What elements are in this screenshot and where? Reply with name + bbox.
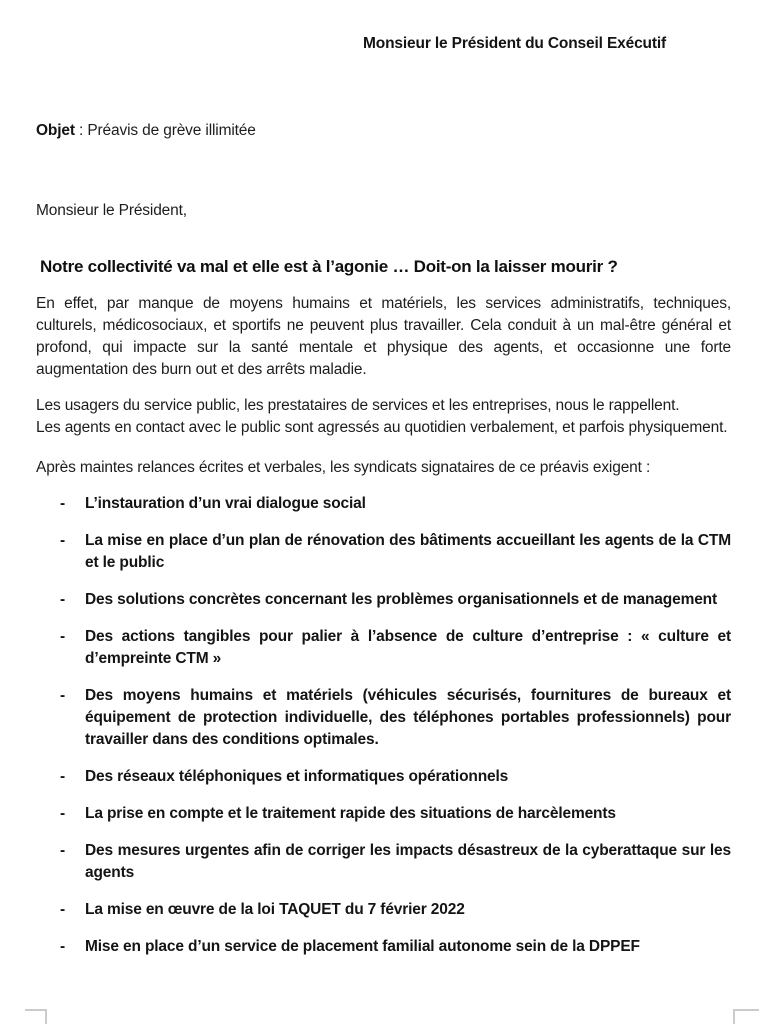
- demand-item-harcelements: [60, 803, 731, 825]
- demands-list: [36, 493, 731, 958]
- bullet-dash: -: [60, 591, 66, 608]
- demand-text: Des actions tangibles pour palier à l’absence de culture d’entreprise : « culture et d’empreinte CTM »: [85, 628, 731, 667]
- bullet-dash: -: [60, 901, 66, 918]
- demand-text: Des réseaux téléphoniques et informatiques opérationnels: [85, 768, 509, 785]
- demand-text: Des moyens humains et matériels (véhicules sécurisés, fournitures de bureaux et équipement de protection individuelle, des téléphones portables professionnels) pour travailler dans des conditions optimales.: [85, 687, 731, 748]
- demand-item-loi-taquet: [60, 899, 731, 921]
- demand-item-cyberattaque: [60, 840, 731, 884]
- recipient-line: Monsieur le Président du Conseil Exécutif: [363, 35, 667, 52]
- paragraph-usagers: Les usagers du service public, les prestataires de services et les entreprises, nous le rappellent.: [36, 397, 680, 414]
- bullet-dash: -: [60, 532, 66, 549]
- salutation: Monsieur le Président,: [36, 202, 187, 219]
- subject-label: Objet: [36, 122, 75, 139]
- subject-value: : Préavis de grève illimitée: [74, 122, 256, 139]
- demand-item-placement-familial: [60, 936, 731, 958]
- demand-item-reseaux-telephoniques: [60, 766, 731, 788]
- demand-text: L’instauration d’un vrai dialogue social: [85, 495, 366, 512]
- demand-item-dialogue-social: [60, 493, 731, 515]
- demand-item-culture-entreprise: [60, 626, 731, 670]
- demand-text: La mise en œuvre de la loi TAQUET du 7 février 2022: [85, 901, 465, 918]
- headline: Notre collectivité va mal et elle est à l’agonie … Doit-on la laisser mourir ?: [40, 257, 618, 276]
- bullet-dash: -: [60, 628, 66, 645]
- demand-text: Des mesures urgentes afin de corriger les impacts désastreux de la cyberattaque sur les agents: [85, 842, 731, 881]
- demand-item-solutions-concretes: [60, 589, 731, 611]
- paragraph-agents: Les agents en contact avec le public sont agressés au quotidien verbalement, et parfois physiquement.: [36, 419, 728, 436]
- demand-text: La mise en place d’un plan de rénovation des bâtiments accueillant les agents de la CTM et le public: [85, 532, 731, 571]
- text-boundary-mark-bottom-left: [25, 1009, 47, 1024]
- bullet-dash: -: [60, 495, 66, 512]
- paragraph-services: En effet, par manque de moyens humains et matériels, les services administratifs, techniques, culturels, médicosociaux, et sportifs ne peuvent plus travailler. Cela conduit à un mal-être général et profond, qui impacte sur la santé mentale et physique des agents, et occasionne une forte augmentation des burn out et des arrêts maladie.: [36, 295, 731, 378]
- bullet-dash: -: [60, 842, 66, 859]
- demand-text: La prise en compte et le traitement rapide des situations de harcèlements: [85, 805, 616, 822]
- bullet-dash: -: [60, 938, 66, 955]
- demands-intro: Après maintes relances écrites et verbales, les syndicats signataires de ce préavis exigent :: [36, 459, 651, 476]
- bullet-dash: -: [60, 805, 66, 822]
- bullet-dash: -: [60, 687, 66, 704]
- text-boundary-mark-bottom-right: [733, 1009, 759, 1024]
- demand-item-renovation-batiments: [60, 530, 731, 574]
- demand-text: Mise en place d’un service de placement familial autonome sein de la DPPEF: [85, 938, 640, 955]
- paragraph-usagers-agents: [36, 395, 731, 439]
- demand-text: Des solutions concrètes concernant les problèmes organisationnels et de management: [85, 591, 717, 608]
- subject-line: [36, 120, 731, 142]
- demand-item-moyens-humains-materiels: [60, 685, 731, 751]
- bullet-dash: -: [60, 768, 66, 785]
